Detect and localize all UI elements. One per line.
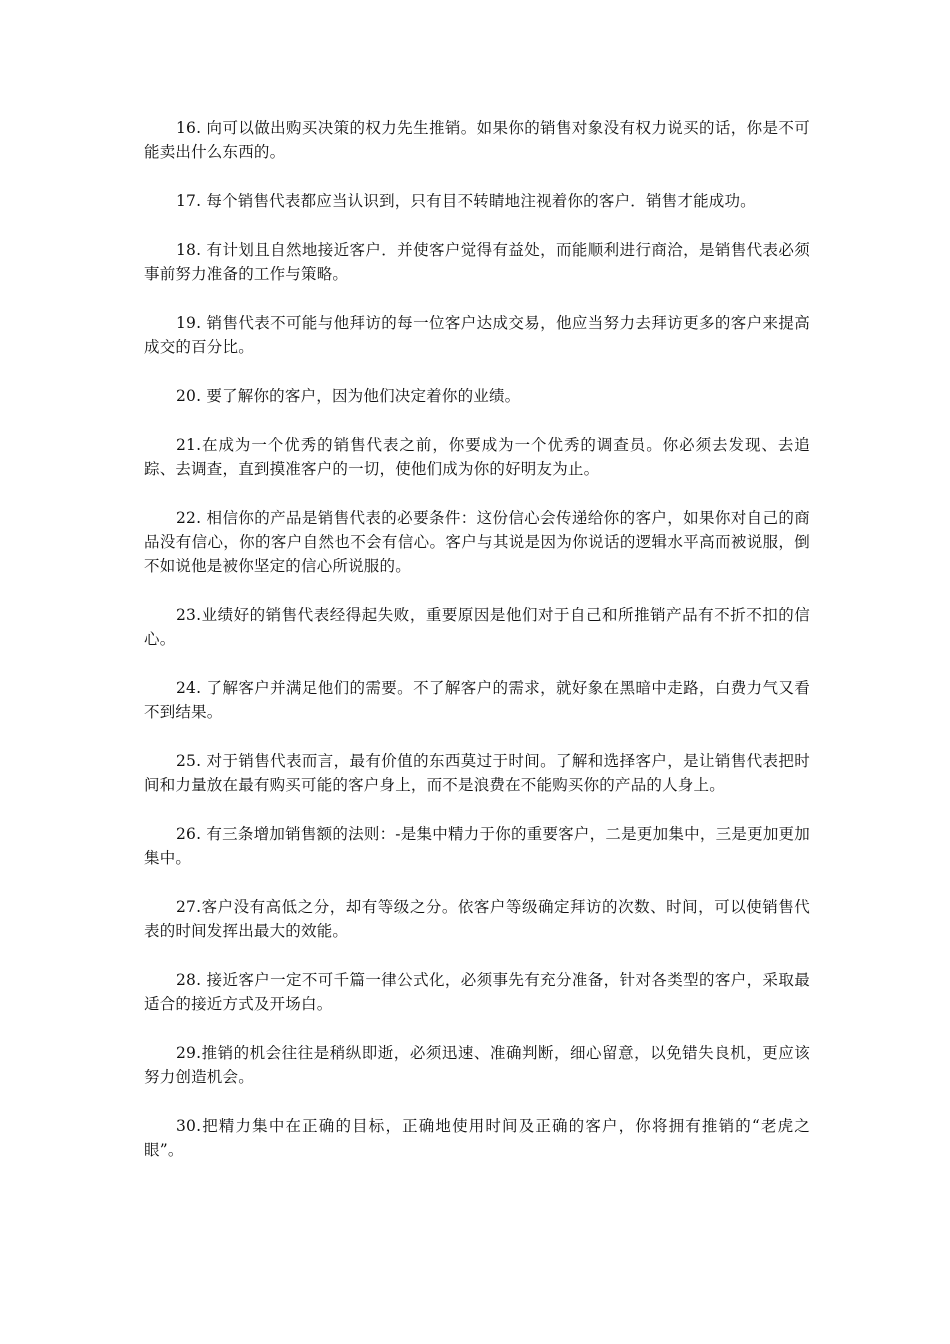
paragraph-16: 16. 向可以做出购买决策的权力先生推销。如果你的销售对象没有权力说买的话，你是不可能卖出什么东西的。 <box>144 119 810 161</box>
paragraph-25: 25. 对于销售代表而言，最有价值的东西莫过于时间。了解和选择客户，是让销售代表把时间和力量放在最有购买可能的客户身上，而不是浪费在不能购买你的产品的人身上。 <box>144 752 810 794</box>
paragraph-23: 23.业绩好的销售代表经得起失败，重要原因是他们对于自己和所推销产品有不折不扣的信心。 <box>144 606 810 648</box>
paragraph-28: 28. 接近客户一定不可千篇一律公式化，必须事先有充分准备，针对各类型的客户，采取最适合的接近方式及开场白。 <box>144 971 810 1013</box>
paragraph-29: 29.推销的机会往往是稍纵即逝，必须迅速、准确判断，细心留意，以免错失良机，更应该努力创造机会。 <box>144 1044 810 1086</box>
paragraph-26: 26. 有三条增加销售额的法则：-是集中精力于你的重要客户，二是更加集中，三是更加更加集中。 <box>144 825 810 867</box>
paragraph-24: 24. 了解客户并满足他们的需要。不了解客户的需求，就好象在黑暗中走路，白费力气又看不到结果。 <box>144 679 810 721</box>
document-body <box>144 116 810 1187</box>
paragraph-20: 20. 要了解你的客户，因为他们决定着你的业绩。 <box>176 387 521 405</box>
paragraph-30: 30.把精力集中在正确的目标，正确地使用时间及正确的客户，你将拥有推销的“老虎之眼”。 <box>144 1117 810 1159</box>
paragraph-21: 21.在成为一个优秀的销售代表之前，你要成为一个优秀的调查员。你必须去发现、去追踪、去调查，直到摸准客户的一切，使他们成为你的好明友为止。 <box>144 436 810 478</box>
paragraph-18: 18. 有计划且自然地接近客户．并使客户觉得有益处，而能顺利进行商洽，是销售代表必须事前努力准备的工作与策略。 <box>144 241 810 283</box>
paragraph-19: 19. 销售代表不可能与他拜访的每一位客户达成交易，他应当努力去拜访更多的客户来提高成交的百分比。 <box>144 314 810 356</box>
paragraph-17: 17. 每个销售代表都应当认识到，只有目不转睛地注视着你的客户．销售才能成功。 <box>176 192 756 210</box>
paragraph-27: 27.客户没有高低之分，却有等级之分。依客户等级确定拜访的次数、时间，可以使销售代表的时间发挥出最大的效能。 <box>144 898 810 940</box>
paragraph-22: 22. 相信你的产品是销售代表的必要条件：这份信心会传递给你的客户，如果你对自己的商品没有信心，你的客户自然也不会有信心。客户与其说是因为你说话的逻辑水平高而被说服，倒不如说他是被你坚定的信心所说服的。 <box>144 509 810 575</box>
